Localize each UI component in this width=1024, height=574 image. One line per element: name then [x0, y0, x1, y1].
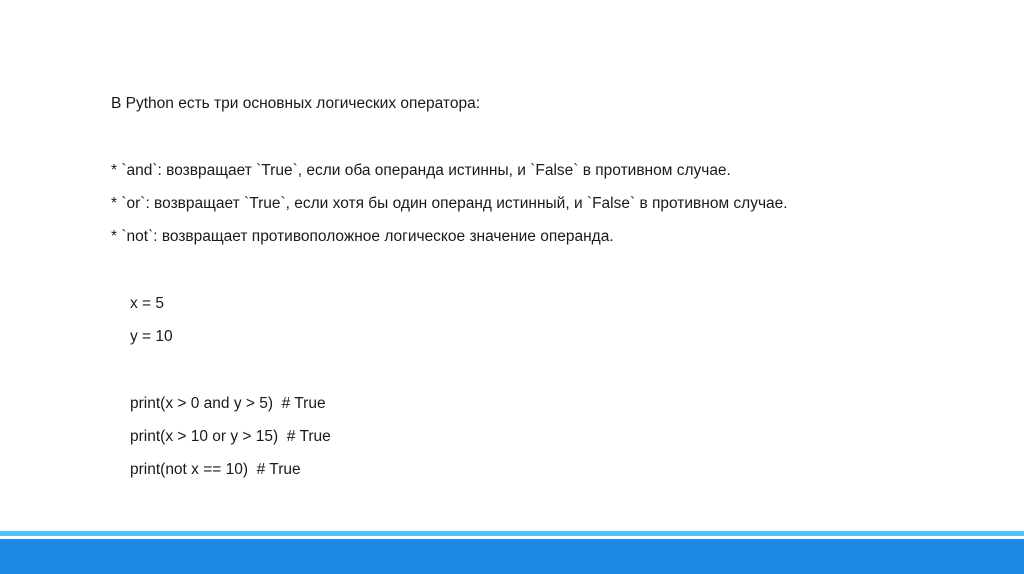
bullet-and: * `and`: возвращает `True`, если оба операнда истинны, и `False` в противном случае. [111, 162, 731, 179]
code-line-print-and: print(x > 0 and y > 5) # True [130, 395, 326, 412]
code-line-print-or: print(x > 10 or y > 15) # True [130, 428, 331, 445]
code-line-y: y = 10 [130, 328, 173, 345]
footer-accent-line [0, 531, 1024, 536]
code-line-print-not: print(not x == 10) # True [130, 461, 301, 478]
intro-text: В Python есть три основных логических оператора: [111, 95, 481, 112]
code-line-x: x = 5 [130, 295, 165, 312]
footer-bar [0, 539, 1024, 574]
bullet-or: * `or`: возвращает `True`, если хотя бы один операнд истинный, и `False` в противном случае. [111, 195, 788, 212]
bullet-not: * `not`: возвращает противоположное логическое значение операнда. [111, 228, 614, 245]
